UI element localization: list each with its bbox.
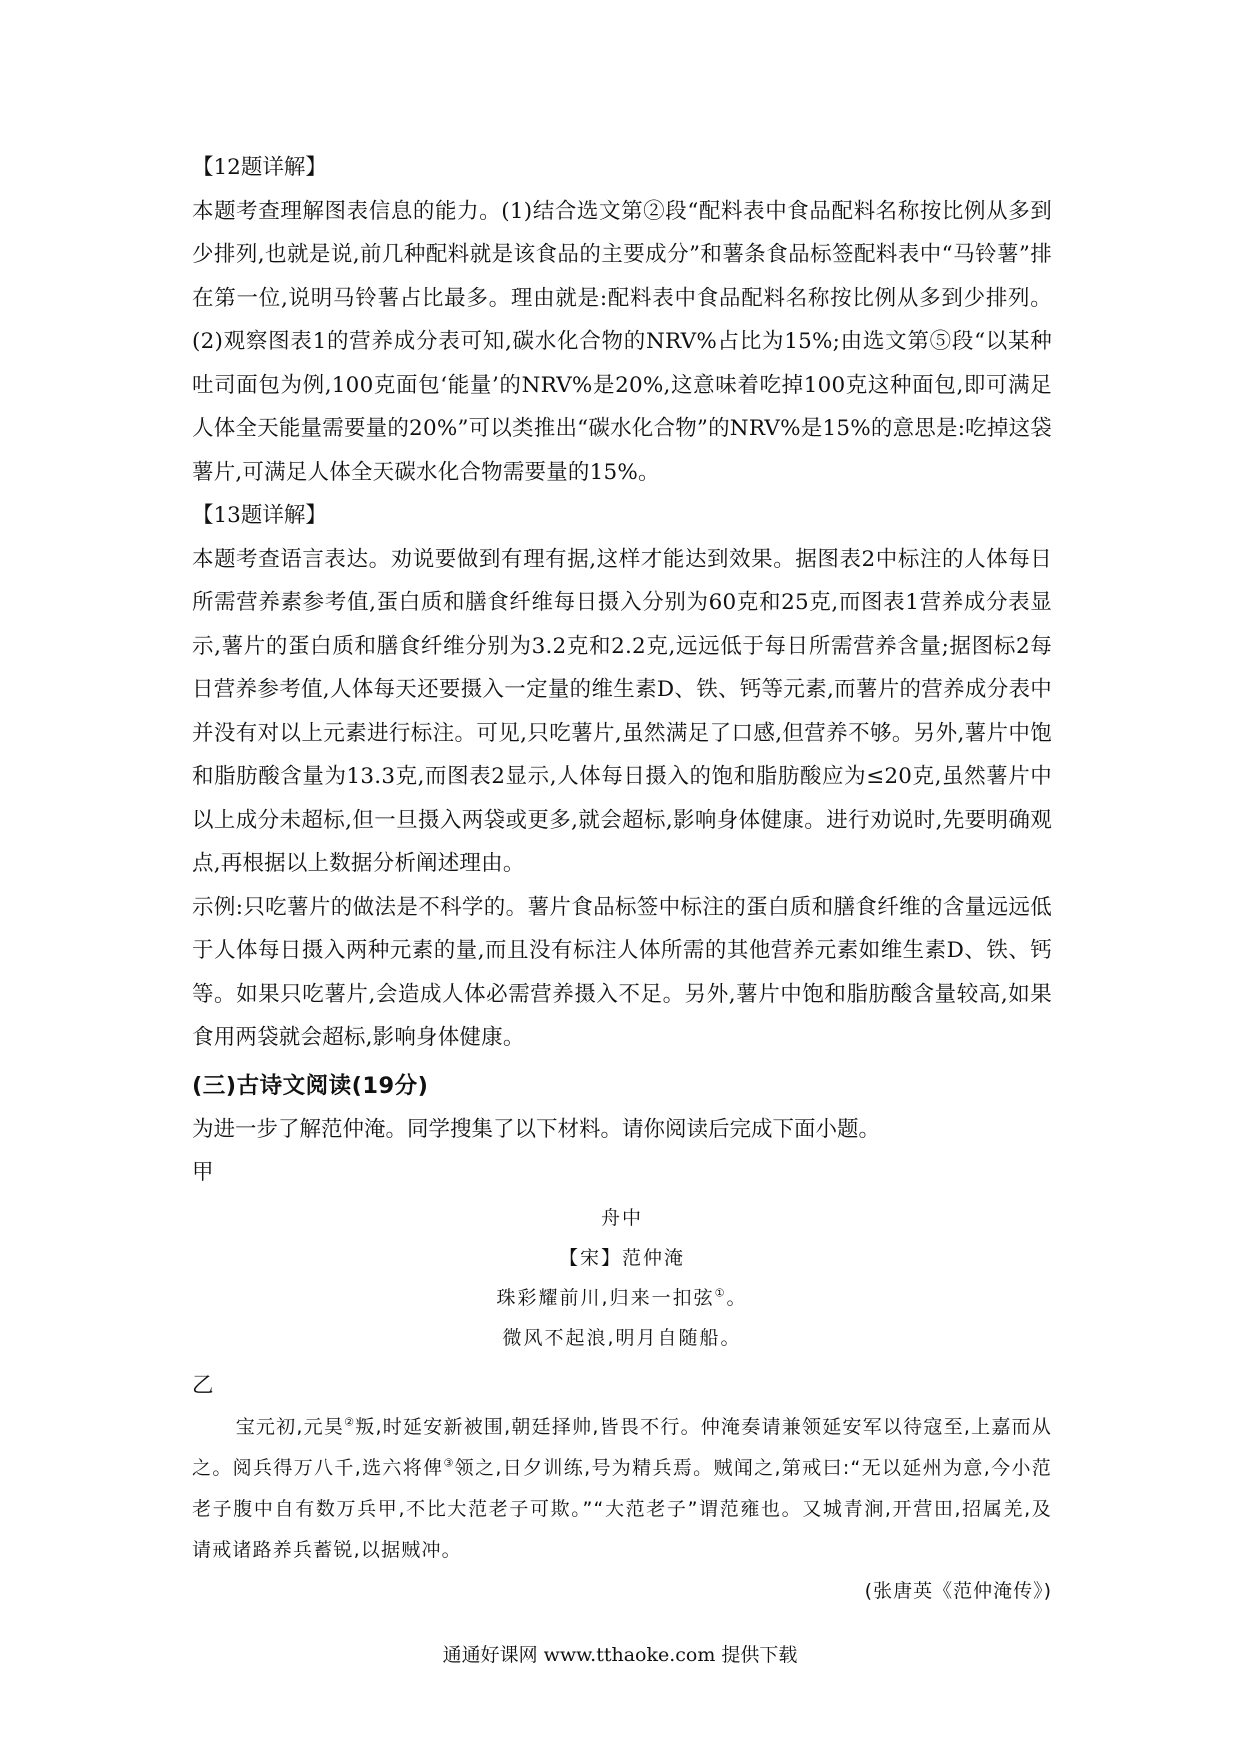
passage-part-1: 宝元初,元昊 (235, 1415, 345, 1438)
poem-line-1-end: 。 (726, 1286, 748, 1309)
q13-explanation: 本题考查语言表达。劝说要做到有理有据,这样才能达到效果。据图表2中标注的人体每日所需营养素参考值,蛋白质和膳食纤维每日摄入分别为60克和25克,而图表1营养成分表显示,薯片的蛋白质和膳食纤维分别为3.2克和2.2克,远远低于每日所需营养含量;据图标2每日营养参考值,人体每天还要摄入一定量的维生素D、铁、钙等元素,而薯片的营养成分表中并没有对以上元素进行标注。可见,只吃薯片,虽然满足了口感,但营养不够。另外,薯片中饱和脂肪酸含量为13.3克,而图表2显示,人体每日摄入的饱和脂肪酸应为≤20克,虽然薯片中以上成分未超标,但一旦摄入两袋或更多,就会超标,影响身体健康。进行劝说时,先要明确观点,再根据以上数据分析阐述理由。 (192, 546, 1052, 876)
poem-title: 舟中 (600, 1206, 643, 1229)
poem-line-1-text: 珠彩耀前川,归来一扣弦 (496, 1286, 715, 1309)
q12-heading: 【12题详解】 (192, 155, 327, 180)
page-footer: 通通好课网 www.tthaoke.com 提供下载 (442, 1644, 798, 1666)
section-title: (三)古诗文阅读(19分) (192, 1072, 429, 1099)
q13-heading: 【13题详解】 (192, 503, 327, 528)
q12-explanation: 本题考查理解图表信息的能力。(1)结合选文第②段“配料表中食品配料名称按比例从多到少排列,也就是说,前几种配料就是该食品的主要成分”和薯条食品标签配料表中“马铃薯”排在第一位,说明马铃薯占比最多。理由就是:配料表中食品配料名称按比例从多到少排列。(2)观察图表1的营养成分表可知,碳水化合物的NRV%占比为15%;由选文第⑤段“以某种吐司面包为例,100克面包‘能量’的NRV%是20%,这意味着吃掉100克这种面包,即可满足人体全天能量需要量的20%”可以类推出“碳水化合物”的NRV%是15%的意思是:吃掉这袋薯片,可满足人体全天碳水化合物需要量的15%。 (192, 198, 1052, 485)
document-page (192, 146, 1052, 1612)
footnote-marker-2: ② (344, 1415, 356, 1429)
material-jia-label: 甲 (192, 1159, 214, 1185)
section-intro: 为进一步了解范仲淹。同学搜集了以下材料。请你阅读后完成下面小题。 (192, 1116, 881, 1142)
poem-author: 【宋】范仲淹 (558, 1246, 685, 1269)
poem-line-1 (192, 1278, 1052, 1318)
q13-example: 示例:只吃薯片的做法是不科学的。薯片食品标签中标注的蛋白质和膳食纤维的含量远远低于人体每日摄入两种元素的量,而且没有标注人体所需的其他营养元素如维生素D、铁、钙等。如果只吃薯片,会造成人体必需营养摄入不足。另外,薯片中饱和脂肪酸含量较高,如果食用两袋就会超标,影响身体健康。 (192, 894, 1052, 1050)
passage-part-3: 领之,日夕训练,号为精兵焉。贼闻之,第戒曰:“无以延州为意,今小范老子腹中自有数万兵甲,不比大范老子可欺。”“大范老子”谓范雍也。又城青涧,开营田,招属羌,及请戒诸路养兵蓄锐,以据贼冲。 (192, 1456, 1053, 1561)
material-yi-label: 乙 (192, 1372, 214, 1398)
footnote-marker-3: ③ (443, 1456, 455, 1470)
footnote-marker-1: ① (714, 1286, 727, 1300)
passage-source: (张唐英《范仲淹传》) (864, 1579, 1052, 1602)
passage-part-2: 叛,时延安新被围,朝廷择帅,皆畏不行。仲淹奏请兼领延安军以待寇至,上嘉而从之。阅兵得万八千,选六将俾 (192, 1415, 1053, 1479)
poem-line-2: 微风不起浪,明月自随船。 (502, 1326, 742, 1349)
classical-passage (192, 1407, 1052, 1571)
